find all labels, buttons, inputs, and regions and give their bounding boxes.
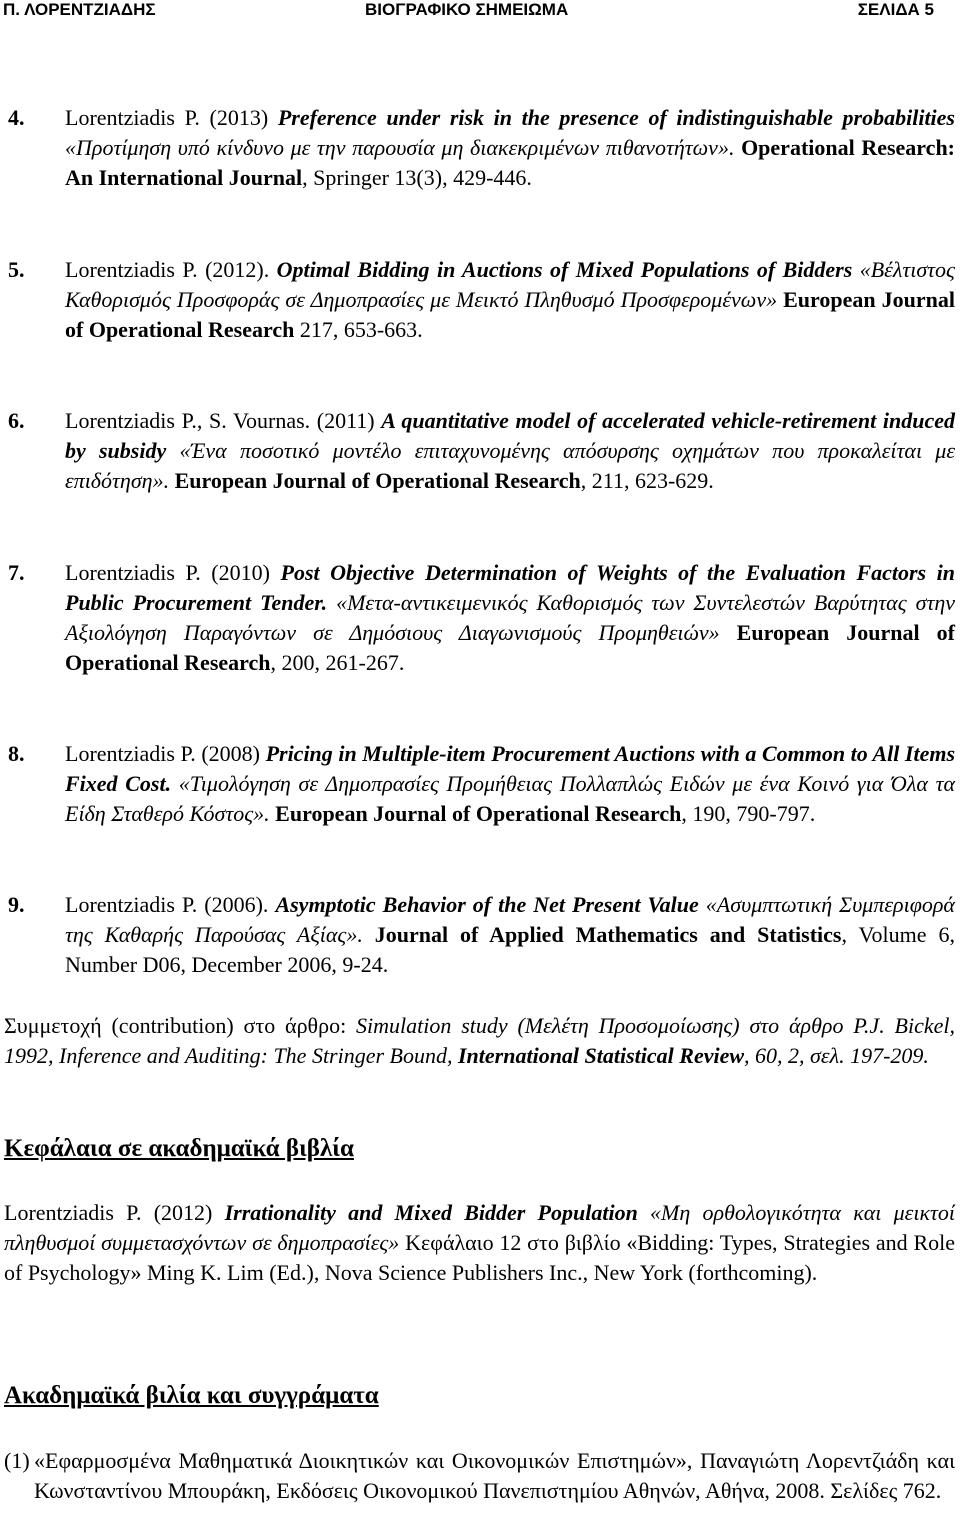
entry-journal: European Journal of Operational Research <box>65 620 955 675</box>
entry-greek-title: «Ασυμπτωτική Συμπεριφορά της Καθαρής Παρούσας Αξίας». <box>65 892 955 947</box>
entry-details: , Volume 6, Number D06, December 2006, 9-24. <box>65 922 955 977</box>
entry-details: 217, 653-663. <box>294 317 423 342</box>
entry-greek-title: «Βέλτιστος Καθορισμός Προσφοράς σε Δημοπρασίες με Μεικτό Πληθυσμό Προσφερομένων» <box>65 257 955 312</box>
contribution-article: Simulation study (Μελέτη Προσομοίωσης) στο άρθρο P.J. Bickel, 1992, Inference and Auditing: The Stringer Bound, <box>4 1013 955 1068</box>
book-number: (1) <box>4 1448 30 1473</box>
entry-authors: Lorentziadis P. <box>65 741 196 766</box>
entry-journal: Journal of Applied Mathematics and Statistics <box>374 922 842 947</box>
entry-greek-title: «Μετα-αντικειμενικός Καθορισμός των Συντελεστών Βαρύτητας στην Αξιολόγηση Παραγόντων σε Δημόσιους Διαγωνισμούς Προμηθειών» <box>65 590 956 645</box>
entry-title: Preference under risk in the presence of indistinguishable probabilities <box>277 105 955 130</box>
entry-title: Optimal Bidding in Auctions of Mixed Populations of Bidders <box>276 257 853 282</box>
chapter-greek-title: «Μη ορθολογικότητα και μεικτοί πληθυσμοί συμμετασχόντων σε δημοπρασίες» <box>4 1200 956 1255</box>
book-text: «Εφαρμοσμένα Μαθηματικά Διοικητικών και Οικονομικών Επιστημών», Παναγιώτη Λορεντζιάδη και Κωνσταντίνου Μπουράκη, Εκδόσεις Οικονομικού Πανεπιστημίου Αθηνών, Αθήνα, 2008. Σελίδες 762. <box>34 1448 955 1503</box>
entry-number: 4. <box>8 105 25 130</box>
entry-journal: European Journal of Operational Research <box>65 287 955 342</box>
publication-entry-4 <box>8 103 956 193</box>
entry-number: 5. <box>8 257 25 282</box>
header-author: Π. ΛΟΡΕΝΤΖΙΑΔΗΣ <box>3 0 156 19</box>
entry-number: 6. <box>8 408 25 433</box>
entry-details: , 211, 623-629. <box>580 468 714 493</box>
chapter-title: Irrationality and Mixed Bidder Population <box>224 1200 638 1225</box>
book-entry-1 <box>4 1446 955 1506</box>
entry-title: Asymptotic Behavior of the Net Present Value <box>275 892 699 917</box>
entry-greek-title: «Προτίμηση υπό κίνδυνο με την παρουσία μη διακεκριμένων πιθανοτήτων». <box>65 135 742 160</box>
entry-details: , 190, 790-797. <box>681 801 816 826</box>
entry-title: Post Objective Determination of Weights of the Evaluation Factors in Public Procurement Tender. <box>65 560 955 615</box>
entry-journal: Operational Research: An International Journal <box>65 135 956 190</box>
contribution-details: , 60, 2, σελ. 197-209. <box>744 1043 929 1068</box>
entry-authors: Lorentziadis P. <box>65 560 201 585</box>
entry-authors: Lorentziadis P. <box>65 105 200 130</box>
entry-authors: Lorentziadis P. <box>65 257 198 282</box>
entry-title: A quantitative model of accelerated vehicle-retirement induced by subsidy <box>65 408 956 463</box>
books-heading: Ακαδημαϊκά βιλία και συγγράματα <box>4 1382 379 1409</box>
entry-details: , 200, 261-267. <box>270 650 405 675</box>
contribution-journal: International Statistical Review <box>458 1043 745 1068</box>
header-page-number: ΣΕΛΙΔΑ 5 <box>857 0 934 19</box>
chapter-entry <box>4 1198 955 1288</box>
entry-greek-title: «Ένα ποσοτικό μοντέλο επιταχυνομένης απόσυρσης οχημάτων που προκαλείται με επιδότηση». <box>65 438 955 493</box>
entry-year: (2012). <box>197 257 277 282</box>
publication-entry-7 <box>8 558 956 678</box>
header-title: ΒΙΟΓΡΑΦΙΚΟ ΣΗΜΕΙΩΜΑ <box>365 0 569 19</box>
entry-year: (2010) <box>200 560 281 585</box>
chapter-authors: Lorentziadis P. (2012) <box>4 1200 225 1225</box>
entry-authors: Lorentziadis P., S. Vournas. <box>65 408 311 433</box>
entry-authors: Lorentziadis P. <box>65 892 198 917</box>
publication-entry-9 <box>8 890 955 980</box>
entry-journal: European Journal of Operational Research <box>174 468 581 493</box>
entry-number: 9. <box>8 892 25 917</box>
entry-journal: European Journal of Operational Research <box>275 801 682 826</box>
entry-details: , Springer 13(3), 429-446. <box>302 165 532 190</box>
entry-title: Pricing in Multiple-item Procurement Auctions with a Common to All Items Fixed Cost. <box>65 741 956 796</box>
entry-year: (2013) <box>199 105 278 130</box>
chapter-details: Κεφάλαιο 12 στο βιβλίο «Bidding: Types, Strategies and Role of Psychology» Ming K. Lim (Ed.), Nova Science Publishers Inc., New York (forthcoming). <box>4 1230 956 1285</box>
entry-greek-title: «Τιμολόγηση σε Δημοπρασίες Προμήθειας Πολλαπλώς Ειδών με ένα Κοινό για Όλα τα Είδη Σταθερό Κόστος». <box>65 771 956 826</box>
entry-number: 8. <box>8 741 25 766</box>
page-header <box>0 0 960 24</box>
publication-entry-8 <box>8 739 956 829</box>
contribution-paragraph <box>4 1011 955 1071</box>
chapters-heading: Κεφάλαια σε ακαδημαϊκά βιβλία <box>4 1135 354 1162</box>
contribution-lead: Συμμετοχή (contribution) στο άρθρο: <box>4 1013 357 1038</box>
entry-year: (2011) <box>310 408 382 433</box>
publication-entry-5 <box>8 255 955 345</box>
publication-entry-6 <box>8 406 956 496</box>
entry-number: 7. <box>8 560 25 585</box>
entry-year: (2006). <box>197 892 276 917</box>
entry-year: (2008) <box>195 741 266 766</box>
